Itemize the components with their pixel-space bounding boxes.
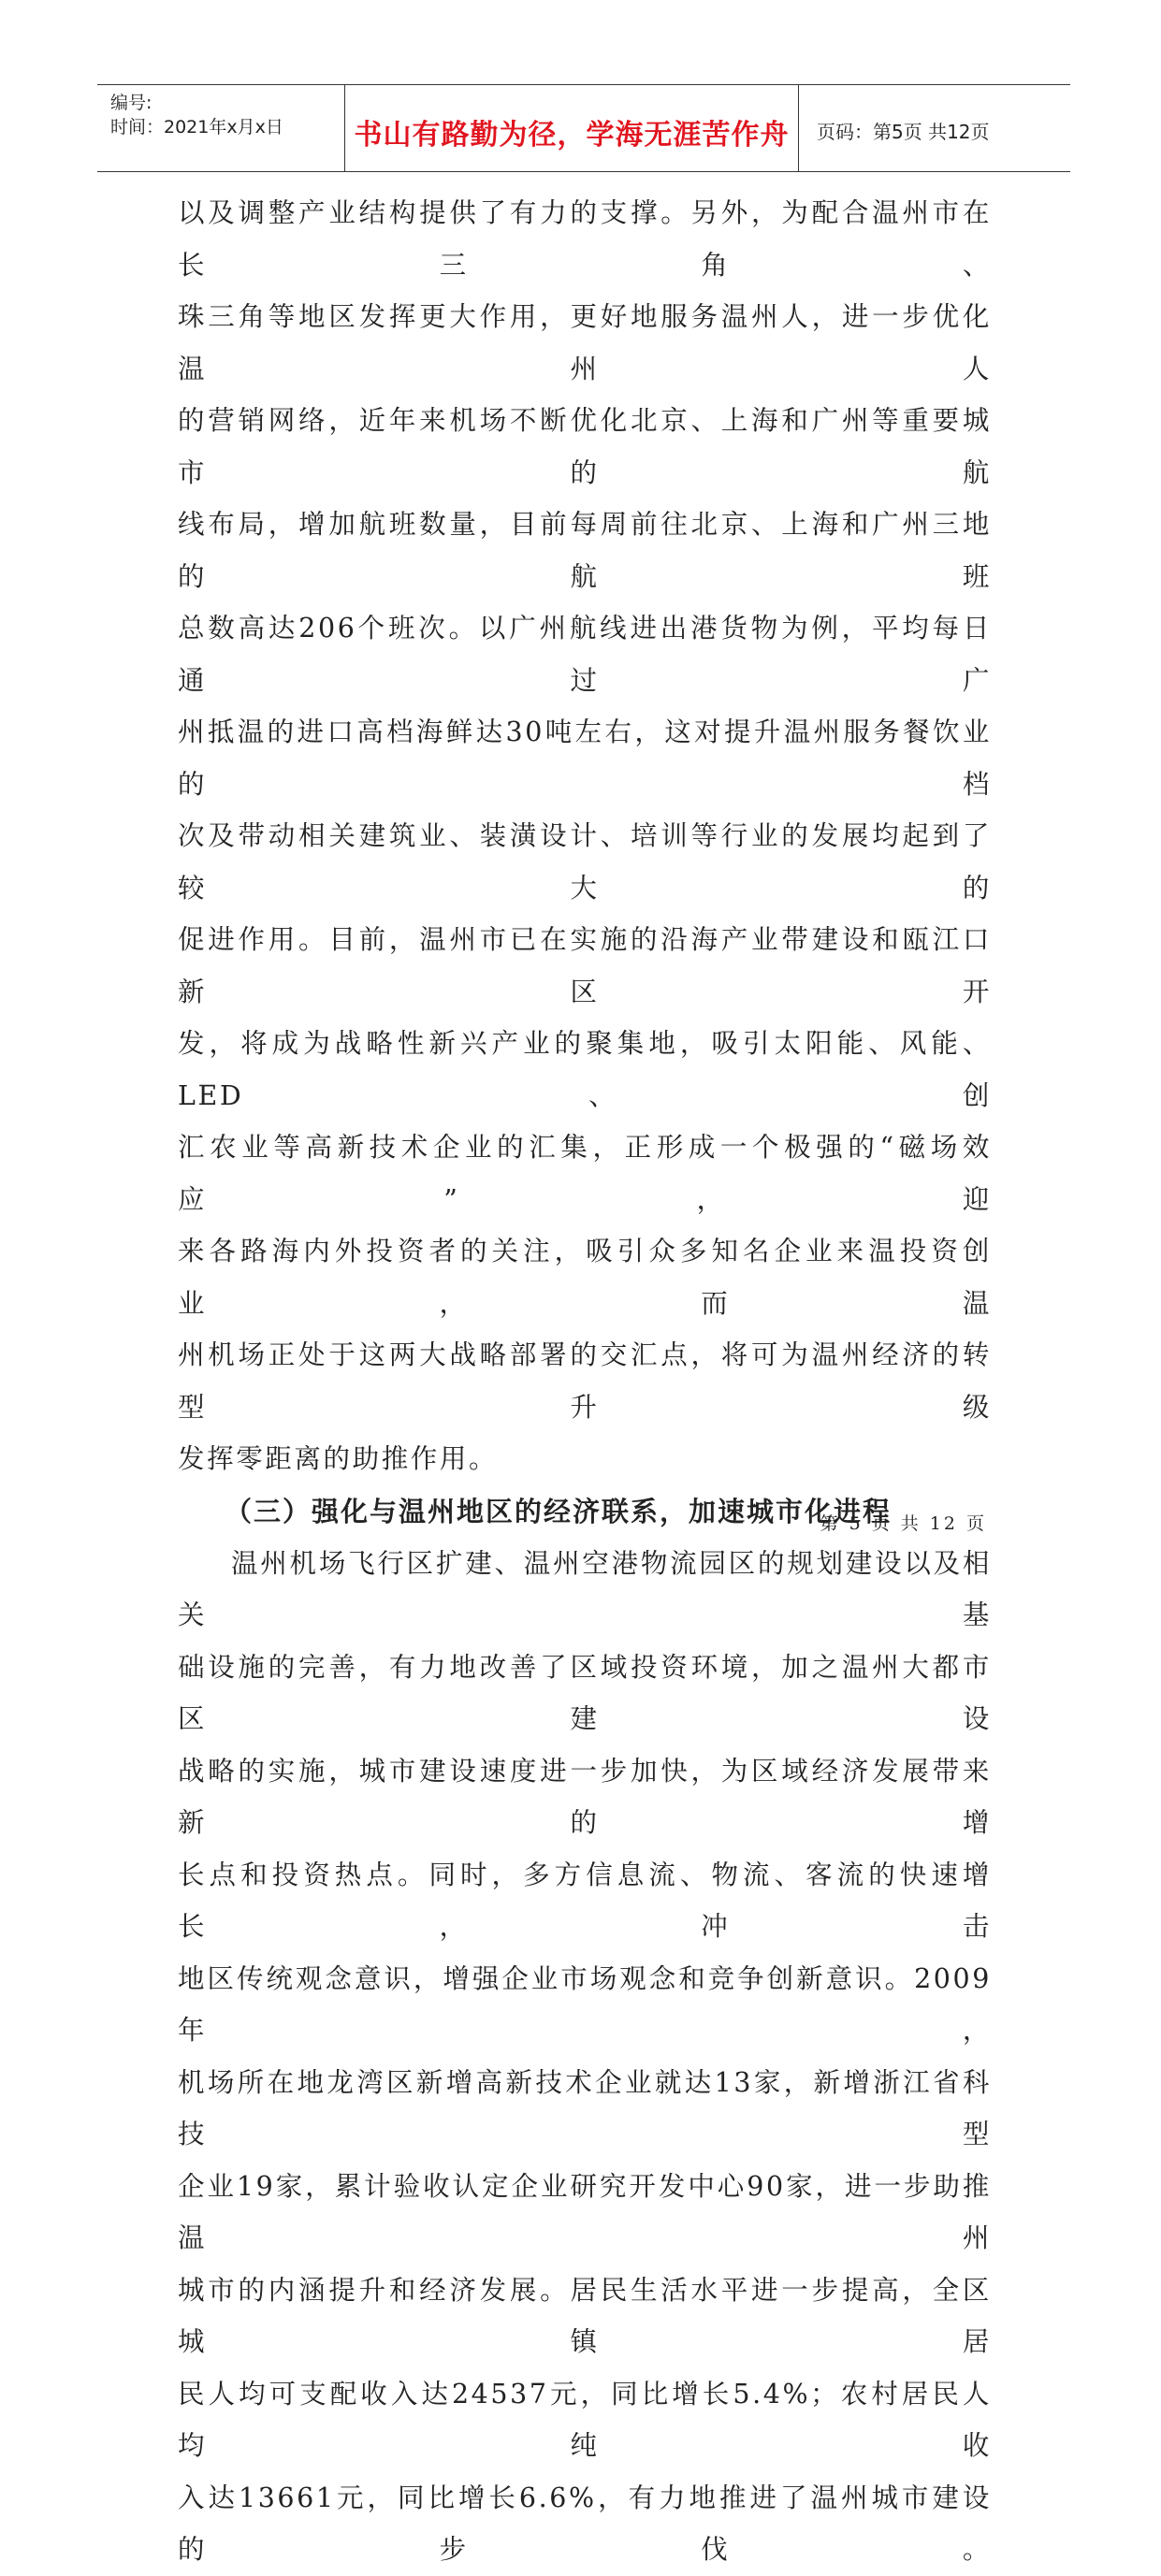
text-line: 珠三角等地区发挥更大作用，更好地服务温州人，进一步优化温州人 (178, 301, 992, 384)
text-line: 发，将成为战略性新兴产业的聚集地，吸引太阳能、风能、LED、创 (178, 1028, 992, 1111)
text-line: 的营销网络，近年来机场不断优化北京、上海和广州等重要城市的航 (178, 405, 992, 488)
text-line: 长点和投资热点。同时，多方信息流、物流、客流的快速增长，冲击 (178, 1859, 992, 1942)
header-meta-cell (97, 85, 345, 171)
text-line: 地区传统观念意识，增强企业市场观念和竞争创新意识。2009年， (178, 1962, 992, 2046)
text-line: 次及带动相关建筑业、装潢设计、培训等行业的发展均起到了较大的 (178, 820, 992, 904)
text-line: 促进作用。目前，温州市已在实施的沿海产业带建设和瓯江口新区开 (178, 924, 992, 1007)
text-line: 础设施的完善，有力地改善了区域投资环境，加之温州大都市区建设 (178, 1651, 992, 1734)
text-line: 战略的实施，城市建设速度进一步加快，为区域经济发展带来新的增 (178, 1755, 992, 1838)
text-line: 线布局，增加航班数量，目前每周前往北京、上海和广州三地的航班 (178, 509, 992, 592)
page-footer: 第 5 页 共 12 页 (820, 1513, 987, 1534)
page-header-table (97, 84, 1070, 172)
text-line: 温州机场飞行区扩建、温州空港物流园区的规划建设以及相关基 (178, 1547, 992, 1630)
header-page-cell (800, 85, 1070, 171)
text-line: 民人均可支配收入达24537元，同比增长5.4%；农村居民人均纯收 (178, 2378, 992, 2461)
paragraph-1 (178, 187, 992, 1485)
text-line: 机场所在地龙湾区新增高新技术企业就达13家，新增浙江省科技型 (178, 2066, 992, 2149)
document-time-label: 时间：2021年x月x日 (110, 117, 283, 137)
text-line: 汇农业等高新技术企业的汇集，正形成一个极强的“磁场效应”，迎 (178, 1132, 992, 1215)
text-line: 总数高达206个班次。以广州航线进出港货物为例，平均每日通过广 (178, 613, 992, 696)
text-line: 州机场正处于这两大战略部署的交汇点，将可为温州经济的转型升级 (178, 1339, 992, 1423)
header-page-info: 页码：第5页 共12页 (817, 121, 990, 143)
text-line: 企业19家，累计验收认定企业研究开发中心90家，进一步助推温州 (178, 2170, 992, 2253)
document-body (178, 187, 992, 2576)
text-line: 城市的内涵提升和经济发展。居民生活水平进一步提高，全区城镇居 (178, 2274, 992, 2357)
section-heading: （三）强化与温州地区的经济联系，加速城市化进程 (225, 1495, 893, 1527)
text-line: 以及调整产业结构提供了有力的支撑。另外，为配合温州市在长三角、 (178, 197, 992, 281)
document-number-label: 编号: (110, 93, 152, 113)
text-line: 来各路海内外投资者的关注，吸引众多知名企业来温投资创业，而温 (178, 1236, 992, 1319)
header-motto-cell (345, 85, 799, 171)
text-line: 发挥零距离的助推作用。 (178, 1443, 499, 1474)
paragraph-2 (178, 1538, 992, 2576)
text-line: 入达13661元，同比增长6.6%，有力地推进了温州城市建设的步伐。 (178, 2482, 992, 2565)
header-motto: 书山有路勤为径，学海无涯苦作舟 (354, 119, 790, 152)
text-line: 州抵温的进口高档海鲜达30吨左右，这对提升温州服务餐饮业的档 (178, 716, 992, 800)
